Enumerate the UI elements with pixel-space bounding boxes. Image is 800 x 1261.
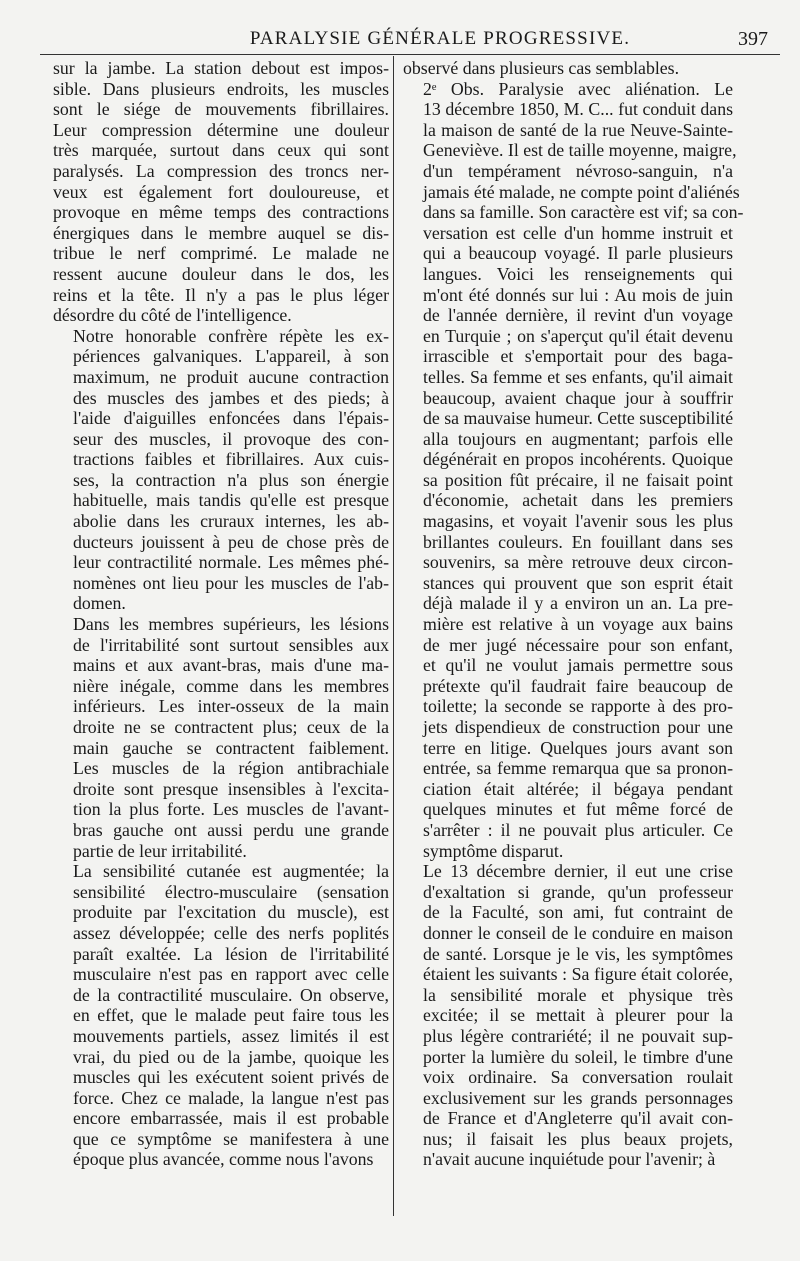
- text-line: donner le conseil de le conduire en maison: [423, 922, 733, 943]
- text-line: de la Faculté, son ami, fut contraint de: [423, 902, 733, 923]
- text-line: vrai, du pied ou de la jambe, quoique les: [73, 1046, 389, 1067]
- paragraph: [53, 326, 389, 614]
- text-line: 13 décembre 1850, M. C... fut conduit dans: [423, 99, 733, 120]
- text-line: prétexte qu'il faudrait faire beaucoup de: [423, 675, 733, 696]
- text-line: nière inégale, comme dans les membres: [73, 675, 389, 696]
- text-line: sont le siége de mouvements fibrillaires.: [53, 99, 389, 120]
- text-line: nus; il faisait les plus beaux projets,: [423, 1128, 733, 1149]
- text-line: main gauche se contractent faiblement.: [73, 737, 389, 758]
- text-line: Dans les membres supérieurs, les lésions: [73, 614, 389, 635]
- text-line: périences galvaniques. L'appareil, à son: [73, 346, 389, 367]
- text-line: dans sa famille. Son caractère est vif; sa con-: [423, 202, 744, 223]
- text-line: la sensibilité morale et physique très: [423, 984, 733, 1005]
- text-line: excitée; il se mettait à pleurer pour la: [423, 1005, 733, 1026]
- text-line: de la contractilité musculaire. On observe,: [73, 984, 389, 1005]
- text-line: époque plus avancée, comme nous l'avons: [73, 1149, 374, 1170]
- text-line: exclusivement sur les grands personnages: [423, 1087, 733, 1108]
- text-line: n'avait aucune inquiétude pour l'avenir; à: [423, 1149, 716, 1170]
- text-line: mouvements partiels, assez limités il est: [73, 1025, 389, 1046]
- text-line: plus légère contrariété; il ne pouvait sup-: [423, 1025, 733, 1046]
- text-line: voix ordinaire. Sa conversation roulait: [423, 1067, 733, 1088]
- text-line: m'ont été donnés sur lui : Au mois de juin: [423, 284, 733, 305]
- paragraph: [53, 614, 389, 861]
- text-line: de mer jugé nécessaire pour son enfant,: [423, 634, 733, 655]
- header-rule: [40, 54, 780, 55]
- column-divider: [393, 56, 394, 1216]
- text-line: d'exaltation si grande, qu'un professeur: [423, 881, 733, 902]
- text-line: irrascible et s'emportait pour des baga-: [423, 346, 733, 367]
- text-line: droite sont presque insensibles à l'excita-: [73, 778, 389, 799]
- text-line: stances qui prouvent que son esprit était: [423, 572, 733, 593]
- text-line: ciation était altérée; il bégaya pendant: [423, 778, 733, 799]
- text-line: Notre honorable confrère répète les ex-: [73, 325, 389, 346]
- text-line: très marquée, surtout dans ceux qui sont: [53, 140, 389, 161]
- text-line: ses, la contraction n'a plus son énergie: [73, 469, 389, 490]
- text-line: de l'année dernière, il revint d'un voyage: [423, 305, 733, 326]
- text-line: en effet, que le malade peut faire tous les: [73, 1005, 389, 1026]
- text-line: tractions faibles et fibrillaires. Aux cuis-: [73, 449, 389, 470]
- text-line: alla toujours en augmentant; parfois elle: [423, 428, 733, 449]
- text-line: Geneviève. Il est de taille moyenne, maigre,: [423, 140, 737, 161]
- text-line: des muscles des jambes et des pieds; à: [73, 387, 389, 408]
- text-line: leur contractilité normale. Les mêmes phé-: [73, 552, 389, 573]
- text-line: jets dispendieux de construction pour une: [423, 717, 733, 737]
- text-line: inférieurs. Les inter-osseux de la main: [73, 696, 389, 717]
- paragraph: [403, 58, 733, 79]
- text-line: de France et d'Angleterre qu'il avait con-: [423, 1108, 733, 1129]
- running-title: PARALYSIE GÉNÉRALE PROGRESSIVE.: [249, 28, 631, 49]
- text-line: maximum, ne produit aucune contraction: [73, 366, 389, 387]
- text-line: mière est relative à un voyage aux bains: [423, 614, 733, 635]
- text-line: nomènes ont lieu pour les muscles de l'ab-: [73, 572, 389, 593]
- text-line: énergiques dans le membre auquel se dis-: [53, 222, 389, 243]
- text-line: versation est celle d'un homme instruit et: [423, 222, 733, 243]
- text-line: produite par l'excitation du muscle), est: [73, 902, 389, 923]
- text-line: partie de leur irritabilité.: [73, 840, 247, 861]
- text-line: d'économie, achetait dans les premiers: [423, 490, 733, 511]
- text-line: sible. Dans plusieurs endroits, les muscles: [53, 78, 389, 99]
- right-column: [403, 58, 744, 1170]
- text-line: langues. Voici les renseignements qui: [423, 263, 733, 284]
- text-line: tion la plus forte. Les muscles de l'avant-: [73, 799, 389, 820]
- text-line: Leur compression détermine une douleur: [53, 119, 389, 140]
- text-line: s'arrêter : il ne pouvait plus articuler. Ce: [423, 819, 733, 840]
- text-line: porter la lumière du soleil, le timbre d'une: [423, 1046, 733, 1067]
- text-line: telles. Sa femme et ses enfants, qu'il aimait: [423, 366, 733, 387]
- paragraph: [53, 58, 389, 326]
- text-line: de sa mauvaise humeur. Cette susceptibilité: [423, 408, 734, 429]
- text-line: abolie dans les cruraux internes, les ab-: [73, 511, 389, 532]
- text-line: droite ne se contractent plus; ceux de la: [73, 717, 389, 737]
- text-line: dégénérait en propos incohérents. Quoique: [423, 449, 733, 470]
- text-line: brillantes couleurs. En fouillant dans ses: [423, 531, 733, 552]
- text-line: ressent aucune douleur dans le dos, les: [53, 263, 389, 284]
- text-line: symptôme disparut.: [423, 840, 564, 861]
- text-line: qui a beaucoup voyagé. Il parle plusieurs: [423, 243, 733, 264]
- text-line: d'un tempérament névroso-sanguin, n'a: [423, 160, 733, 181]
- text-line: veux est également fort douloureuse, et: [53, 181, 389, 202]
- text-line: 2ᵉ Obs. Paralysie avec aliénation. Le: [423, 78, 733, 99]
- text-line: magasins, et voyait l'avenir sous les plus: [423, 511, 733, 532]
- text-line: sa position fût précaire, il ne faisait point: [423, 469, 733, 490]
- text-line: jamais été malade, ne compte point d'aliénés: [423, 181, 740, 202]
- text-line: la maison de santé de la rue Neuve-Sainte-: [423, 119, 733, 140]
- text-line: domen.: [73, 593, 126, 614]
- text-line: provoque en même temps des contractions: [53, 202, 389, 223]
- text-line: désordre du côté de l'intelligence.: [53, 305, 292, 326]
- text-line: muscles qui les exécutent soient privés de: [73, 1067, 389, 1088]
- page-number: 397: [738, 28, 768, 50]
- paragraph: [403, 78, 744, 862]
- text-line: mains et aux avant-bras, mais d'une ma-: [73, 655, 389, 676]
- text-line: que ce symptôme se manifestera à une: [73, 1128, 389, 1149]
- text-line: toilette; la seconde se rapporte à des pro-: [423, 696, 733, 717]
- text-line: quelques minutes et fut même forcé de: [423, 799, 733, 820]
- text-line: bras gauche ont aussi perdu une grande: [73, 819, 389, 840]
- text-line: reins et la tête. Il n'y a pas le plus léger: [53, 284, 389, 305]
- text-line: beaucoup, avaient chaque jour à souffrir: [423, 387, 733, 408]
- text-line: La sensibilité cutanée est augmentée; la: [73, 861, 389, 882]
- paragraph: [53, 861, 389, 1170]
- text-line: assez développée; celle des nerfs poplités: [73, 922, 389, 943]
- text-line: entrée, sa femme remarqua que sa pronon-: [423, 758, 733, 779]
- text-line: de l'irritabilité sont surtout sensibles aux: [73, 634, 389, 655]
- text-line: en Turquie ; on s'aperçut qu'il était devenu: [423, 325, 733, 346]
- text-line: et qu'il ne voulut jamais permettre sous: [423, 655, 733, 676]
- text-line: souvenirs, sa mère retrouve deux circon-: [423, 552, 733, 573]
- paragraph: [403, 861, 733, 1170]
- text-line: sensibilité électro-musculaire (sensation: [73, 881, 389, 902]
- text-line: paralysés. La compression des troncs ner-: [53, 160, 389, 181]
- text-line: force. Chez ce malade, la langue n'est pas: [73, 1087, 389, 1108]
- text-line: habituelle, mais tandis qu'elle est presque: [73, 490, 389, 511]
- text-line: Les muscles de la région antibrachiale: [73, 758, 389, 779]
- text-line: de santé. Lorsque je le vis, les symptômes: [423, 943, 733, 964]
- text-line: seur des muscles, il provoque des con-: [73, 428, 389, 449]
- text-line: encore embarrassée, mais il est probable: [73, 1108, 389, 1129]
- text-line: Le 13 décembre dernier, il eut une crise: [423, 861, 733, 882]
- text-line: ducteurs jouissent à peu de chose près de: [73, 531, 389, 552]
- text-line: sur la jambe. La station debout est impos-: [53, 58, 389, 78]
- left-column: [53, 58, 389, 1170]
- text-line: tribue le nerf comprimé. Le malade ne: [53, 243, 389, 264]
- text-line: observé dans plusieurs cas semblables.: [403, 58, 680, 78]
- text-line: déjà malade il y a environ un an. La pre-: [423, 593, 733, 614]
- text-line: musculaire n'est pas en rapport avec celle: [73, 964, 389, 985]
- running-header: [40, 28, 780, 54]
- text-line: l'aide d'aiguilles enfoncées dans l'épais-: [73, 408, 389, 429]
- text-line: terre en litige. Quelques jours avant son: [423, 737, 733, 758]
- text-line: paraît exaltée. La lésion de l'irritabilité: [73, 943, 389, 964]
- text-line: étaient les suivants : Sa figure était colorée,: [423, 964, 733, 985]
